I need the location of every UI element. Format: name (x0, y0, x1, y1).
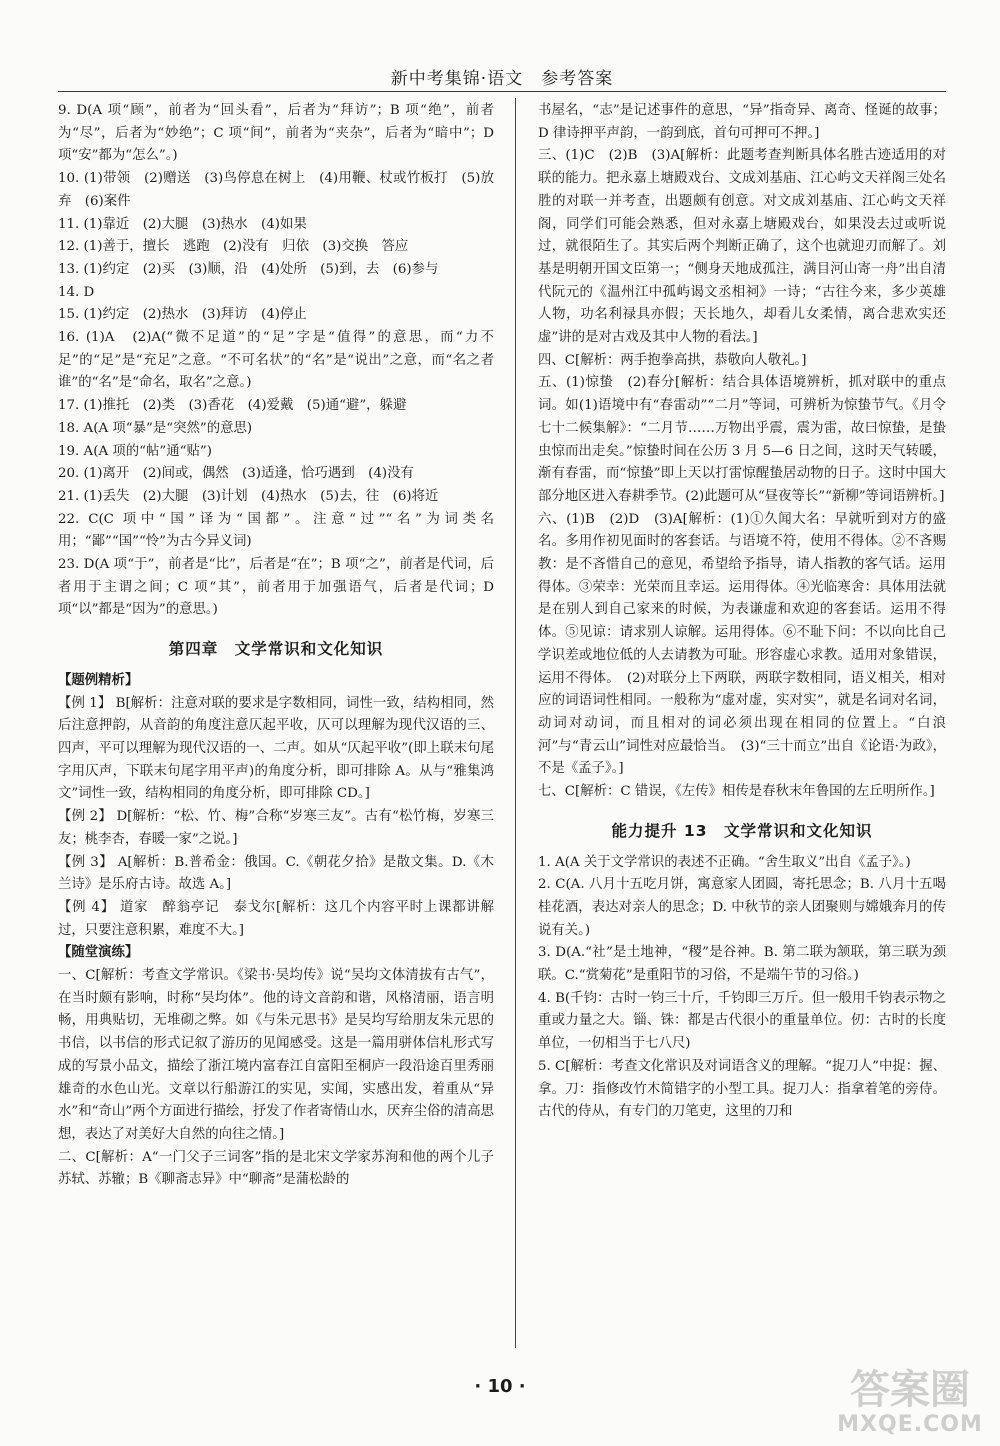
left-column (58, 100, 494, 1192)
watermark-text: 答案圈 (850, 1367, 970, 1413)
answer-item: 五、(1)惊蛰 (2)春分[解析：结合具体语境辨析，抓对联中的重点词。如(1)语境中有“春雷动”“二月”等词，可辨析为惊蛰节气。《月令七十二候集解》：“二月节……万物出乎震，震为雷，故曰惊蛰，是蛰虫惊而出走矣。”惊蛰时间在公历 3 月 5—6 日之间，这时天气转暖，渐有春雷，而“惊蛰”即上天以打雷惊醒蛰居动物的日子。这时中国大部分地区进入春耕季节。(2)此题可从“昼夜等长”“新柳”等词语辨析。] (538, 375, 946, 504)
answer-item: 14. D (58, 284, 95, 300)
page-header (58, 62, 946, 92)
subsection-title: 【题例精析】 (58, 672, 139, 688)
column-divider (515, 98, 516, 1348)
example-item: 【例 4】 道家 醉翁亭记 泰戈尔[解析：这几个内容平时上课都讲解过，只要注意积累，难度不大。] (58, 899, 494, 938)
answer-item: 1. A(A 关于文学常识的表述不正确。“舍生取义”出自《孟子》。) (538, 854, 911, 870)
answer-item: 18. A(A 项“暴”是“突然”的意思) (58, 420, 253, 436)
header-title: 新中考集锦·语文 参考答案 (390, 69, 614, 89)
watermark-url: MXQE.COM (837, 1412, 983, 1437)
left-answers-top (58, 100, 494, 622)
answer-item: 20. (1)离开 (2)间或，偶然 (3)适逢，恰巧遇到 (4)没有 (58, 466, 414, 482)
section-title: 能力提升 13 文学常识和文化知识 (611, 821, 873, 840)
answer-item: 5. C[解析：考查文化常识及对词语含义的理解。“捉刀人”中捉：握、拿。刀：指修改竹木简错字的小型工具。捉刀人：指拿着笔的旁侍。古代的侍从，有专门的刀笔吏，这里的刀和 (538, 1058, 946, 1120)
answer-item: 17. (1)推托 (2)类 (3)香花 (4)爱戴 (5)通“避”，躲避 (58, 398, 407, 414)
practice-item: 一、C[解析：考查文学常识。《梁书·吴均传》说“吴均文体清拔有古气”，在当时颇有影响，时称“吴均体”。他的诗文音韵和谐，风格清丽，语言明畅，用典贴切，无堆砌之弊。如《与朱元思书》是吴均写给朋友朱元思的书信，以书信的形式记叙了游历的见闻感受。这是一篇用骈体信札形式写成的写景小品文，描绘了浙江境内富春江自富阳至桐庐一段沿途百里秀丽雄奇的水色山光。文章以行船游江的实见，实闻，实感出发，着重从“异水”和“奇山”两个方面进行描绘，抒发了作者寄情山水，厌弃尘俗的清高思想，表达了对美好大自然的向往之情。] (58, 968, 494, 1142)
answer-item: 七、C[解析：C 错误，《左传》相传是春秋末年鲁国的左丘明所作。] (538, 784, 935, 800)
answer-item: 11. (1)靠近 (2)大腿 (3)热水 (4)如果 (58, 216, 307, 232)
watermark-logo (830, 1368, 990, 1440)
example-item: 【例 1】 B[解析：注意对联的要求是字数相同，词性一致，结构相同，然后注意押韵，从音韵的角度注意仄起平收，仄可以理解为现代汉语的三、四声，平可以理解为现代汉语的一、二声。如从“仄起平收”(即上联末句尾字用仄声，下联末句尾字用平声)的角度分析，即可排除 A。从与“雅集鸿文”词性一致，结构相同的角度分析，即可排除 CD。] (58, 695, 494, 802)
answer-item: 23. D(A 项“于”，前者是“比”，后者是“在”；B 项“之”，前者是代词，后者用于主谓之间；C 项“其”，前者用于加强语气，后者是代词；D 项“以”都是“因为”的意思。) (58, 557, 494, 618)
chapter-title: 第四章 文学常识和文化知识 (168, 640, 384, 659)
answer-item: 4. B(千钧：古时一钧三十斤，千钧即三万斤。但一般用千钧表示物之重或力量之大。锱、铢：都是古代很小的重量单位。仞：古时的长度单位，一仞相当于七八尺) (538, 990, 946, 1052)
answer-item: 13. (1)约定 (2)买 (3)顺，沿 (4)处所 (5)到，去 (6)参与 (58, 261, 439, 277)
page-number: · 10 · (474, 1376, 526, 1397)
example-item: 【例 2】 D[解析：“松、竹、梅”合称“岁寒三友”。古有“松竹梅，岁寒三友；桃李杏，春暖一家”之说。] (58, 809, 494, 847)
answer-item: 22. C(C 项中“国”译为“国都”。注意“过”“名”为词类名用；“鄙”“国”“怜”为古今异义词) (58, 511, 494, 550)
answer-item: 六、(1)B (2)D (3)A[解析：(1)①久闻大名：早就听到对方的盛名。多用作初见面时的客套话。与语境不符，使用不得体。②不吝赐教：是不吝惜自己的意见，希望给予指导，请人指教的客气话。运用得体。③荣幸：光荣而且幸运。运用得体。④光临寒舍：具体用法就是在别人到自己家来的时候，为表谦虚和欢迎的客套话。运用不得体。⑤见谅：请求别人谅解。运用得体。⑥不耻下问：不以向比自己学识差或地位低的人去请教为可耻。形容虚心求教。适用对象错误，运用不得体。 (2)对联分上下两联，两联字数相同，语义相关，相对应的词语词性相同。一般称为“虚对虚，实对实”，就是名词对名词，动词对动词，而且相对的词必须出现在相同的位置上。“白浪河”与“青云山”词性对应最恰当。 (3)“三十而立”出自《论语·为政》，不是《孟子》。] (538, 511, 946, 777)
subsection-title: 【随堂演练】 (58, 945, 139, 961)
answer-item: 书屋名，“志”是记述事件的意思，“异”指奇异、离奇、怪诞的故事；D 律诗押平声韵，一韵到底，首句可押可不押。] (538, 103, 946, 141)
answer-item: 15. (1)约定 (2)热水 (3)拜访 (4)停止 (58, 307, 307, 323)
practice-item: 二、C[解析：A“一门父子三词客”指的是北宋文学家苏洵和他的两个儿子苏轼、苏辙；B《聊斋志异》中“聊斋”是蒲松龄的 (58, 1149, 494, 1188)
answer-item: 3. D(A.“社”是土地神，“稷”是谷神。B. 第二联为颔联，第三联为颈联。C.“赏菊花”是重阳节的习俗，不是端午节的习俗。) (538, 945, 946, 984)
answer-item: 21. (1)丢失 (2)大腿 (3)计划 (4)热水 (5)去，往 (6)将近 (58, 488, 439, 504)
answer-item: 12. (1)善于，擅长 逃跑 (2)没有 归依 (3)交换 答应 (58, 239, 409, 255)
answer-item: 10. (1)带领 (2)赠送 (3)鸟停息在树上 (4)用鞭、杖或竹板打 (5)放弃 (6)案件 (58, 171, 494, 209)
answer-item: 四、C[解析：两手抱拳高拱，恭敬向人敬礼。] (538, 352, 807, 368)
answer-item: 2. C(A. 八月十五吃月饼，寓意家人团圆，寄托思念；B. 八月十五喝桂花酒，表达对亲人的思念；D. 中秋节的亲人团聚则与嫦娥奔月的传说有关。) (538, 877, 946, 938)
answer-item: 19. A(A 项的“帖”通“贴”) (58, 443, 212, 459)
example-item: 【例 3】 A[解析：B.普希金：俄国。C.《朝花夕拾》是散文集。D.《木兰诗》是乐府古诗。故选 A。] (58, 854, 494, 893)
answer-item: 9. D(A 项“顾”，前者为“回头看”，后者为“拜访”；B 项“绝”，前者为“尽”，后者为“妙绝”；C 项“间”，前者为“夹杂”，后者为“暗中”；D 项“安”都为“怎么”。) (58, 103, 494, 164)
answer-item: 16. (1)A (2)A(“微不足道”的“足”字是“值得”的意思，而“力不足”的“足”是“充足”之意。“不可名状”的“名”是“说出”之意，而“名之者谁”的“名”是“命名，取名”之意。) (58, 330, 494, 391)
answer-item: 三、(1)C (2)B (3)A[解析：此题考查判断具体名胜古迹适用的对联的能力。把永嘉上塘殿戏台、文成刘基庙、江心屿文天祥阁三处名胜的对联一并考查，出题颇有创意。对文成刘基庙、江心屿文天祥阁，同学们可能会熟悉，但对永嘉上塘殿戏台，如果没去过或听说过，就很陌生了。其实后两个判断正确了，这个也就迎刃而解了。刘基是明朝开国文臣第一；“侧身天地成孤注，满目河山寄一舟”出自清代阮元的《温州江中孤屿谒文丞相祠》一诗；“古往今来，多少英雄人物，功名利禄具亦假；天长地久，却看儿女柔情，离合悲欢实还虚”讲的是对古戏及其中人物的看法。] (538, 148, 946, 346)
right-column (538, 100, 946, 1124)
